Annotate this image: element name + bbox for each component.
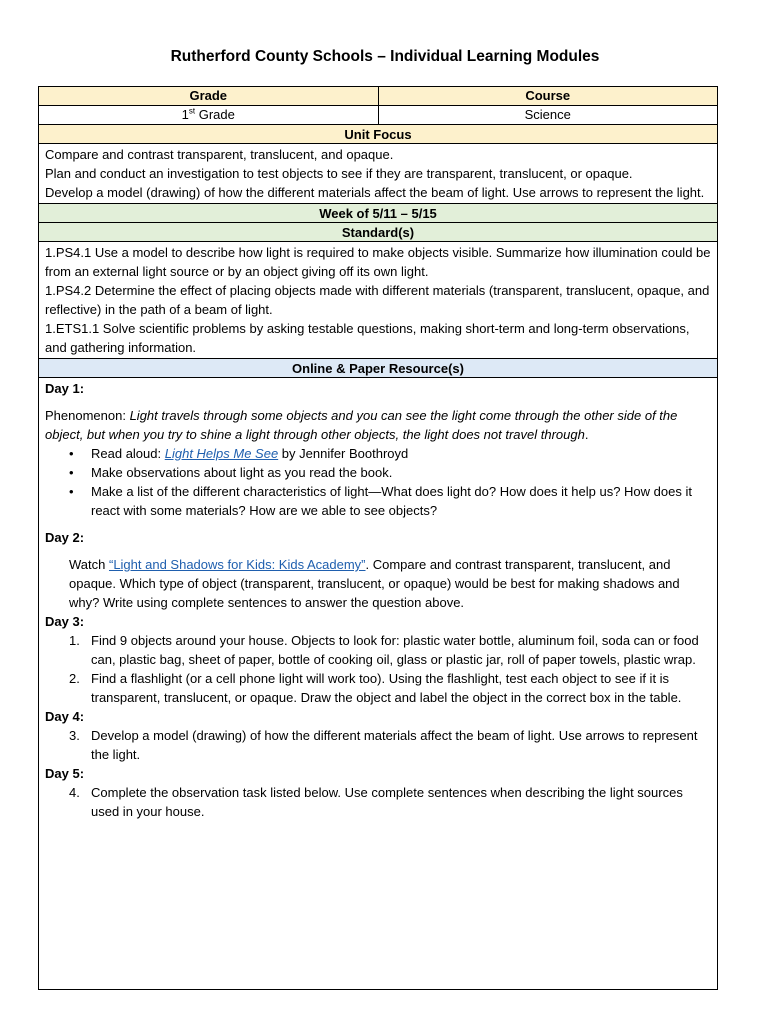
module-table <box>38 86 718 990</box>
day-3-list <box>45 631 711 707</box>
week-header: Week of 5/11 – 5/15 <box>39 204 717 223</box>
list-item: • Make observations about light as you read the book. <box>91 463 711 482</box>
resources-body <box>39 378 717 822</box>
list-item: 1. Find 9 objects around your house. Objects to look for: plastic water bottle, aluminum foil, soda can or food can, plastic bag, sheet of paper, bottle of cooking oil, glass or plastic jar, roll of paper towels, plastic wrap. <box>69 633 699 667</box>
video-link[interactable]: “Light and Shadows for Kids: Kids Academy” <box>108 557 366 572</box>
unit-focus-line: Plan and conduct an investigation to test objects to see if they are transparent, translucent, or opaque. <box>45 166 633 181</box>
day-2-label: Day 2: <box>45 530 85 545</box>
standard-line: 1.ETS1.1 Solve scientific problems by asking testable questions, making short-term and long-term observations, and gathering information. <box>45 321 690 355</box>
day-4-label: Day 4: <box>45 709 85 724</box>
unit-focus-line: Develop a model (drawing) of how the different materials affect the beam of light. Use arrows to represent the light. <box>45 185 705 200</box>
standard-line: 1.PS4.2 Determine the effect of placing objects made with different materials (transparent, translucent, opaque, and reflective) in the path of a beam of light. <box>45 283 710 317</box>
day-2-text: Watch “Light and Shadows for Kids: Kids Academy”. Compare and contrast transparent, translucent, and opaque. Which type of object (transparent, translucent, or opaque) would be best for making shadows and why? Write using complete sentences to answer the question above. <box>69 557 680 610</box>
list-item: • Read aloud: Light Helps Me See by Jennifer Boothroyd <box>91 444 711 463</box>
page-title: Rutherford County Schools – Individual Learning Modules <box>170 48 600 65</box>
phenomenon: Phenomenon: Light travels through some objects and you can see the light come through the other side of the object, but when you try to shine a light through other objects, the light does not travel through. <box>45 408 678 442</box>
day-1-label: Day 1: <box>45 381 85 396</box>
standard-line: 1.PS4.1 Use a model to describe how light is required to make objects visible. Summarize how illumination could be from an external light source or by an object giving off its own light. <box>45 245 711 279</box>
day-5-label: Day 5: <box>45 766 85 781</box>
list-item: • Make a list of the different characteristics of light—What does light do? How does it help us? How does it react with some materials? How are we able to see objects? <box>91 482 711 520</box>
list-item: 3. Develop a model (drawing) of how the different materials affect the beam of light. Use arrows to represent the light. <box>69 728 698 762</box>
grade-value: 1st Grade <box>39 106 379 124</box>
day-3-label: Day 3: <box>45 614 85 629</box>
day-4-list <box>45 726 711 764</box>
header-row <box>39 87 717 106</box>
standards-body <box>39 242 717 359</box>
course-header: Course <box>525 88 571 103</box>
unit-focus-body <box>39 144 717 204</box>
values-row <box>39 106 717 125</box>
list-item: 2. Find a flashlight (or a cell phone light will work too). Using the flashlight, test each object to see if it is transparent, translucent, or opaque. Draw the object and label the object in the correct box in the table. <box>69 671 682 705</box>
grade-header: Grade <box>39 87 379 105</box>
list-item: 4. Complete the observation task listed below. Use complete sentences when describing the light sources used in your house. <box>69 785 683 819</box>
course-value: Science <box>524 107 571 122</box>
day-5-list <box>45 783 711 821</box>
unit-focus-header: Unit Focus <box>39 125 717 144</box>
resources-header: Online & Paper Resource(s) <box>39 359 717 378</box>
standards-header: Standard(s) <box>39 223 717 242</box>
book-link[interactable]: Light Helps Me See <box>164 446 279 461</box>
day-1-list <box>45 444 711 520</box>
unit-focus-line: Compare and contrast transparent, translucent, and opaque. <box>45 147 394 162</box>
